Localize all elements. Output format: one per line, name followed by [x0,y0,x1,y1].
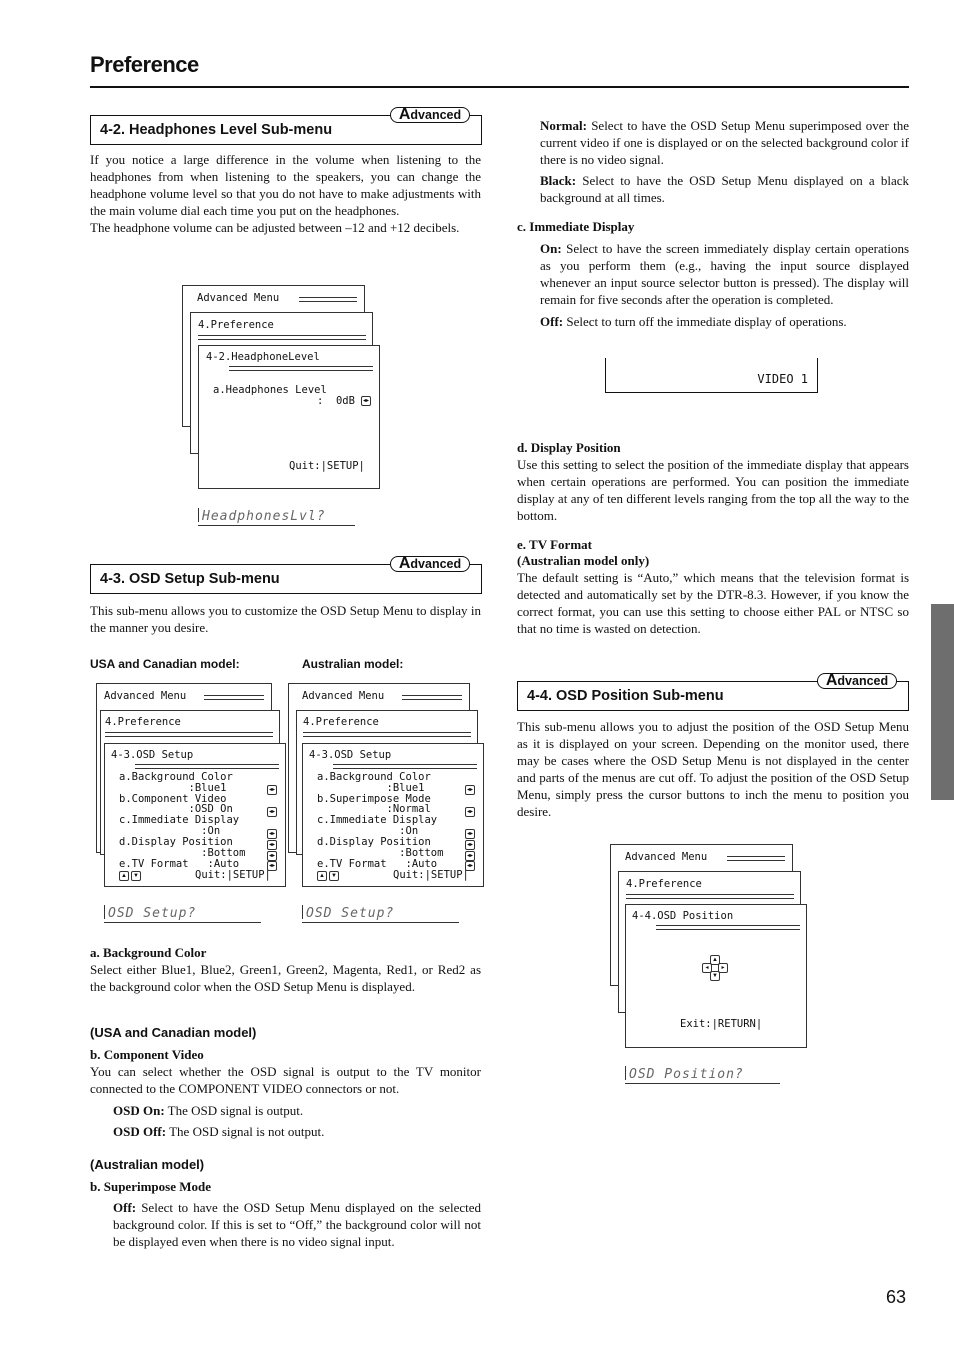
adjust-knob-icon: ◂▸ [362,398,370,404]
osd-menu2: 4.Preference [303,716,379,728]
page-number: 63 [886,1287,907,1307]
lcd-osd-setup-aus: OSD Setup? [306,906,395,921]
adjust-knob-icon: ◂▸ [466,809,474,815]
tv-format-heading: e. TV Format [517,537,592,552]
adjust-knob-icon: ◂▸ [466,831,474,837]
superimpose-options-continued [517,117,909,206]
osd-window-osd-position [625,904,807,1048]
lcd-underline [302,922,459,923]
adjust-knob-icon: ◂▸ [268,831,276,837]
headphones-heading-text: 4-2. Headphones Level Sub-menu [100,122,333,138]
background-color-block [90,945,481,995]
lcd-tick [625,1066,626,1080]
normal-option: Normal: Select to have the OSD Setup Menu superimposed over the current video if one is displayed or on the selected background color if there is no video signal. [540,118,909,167]
side-tab [931,604,954,800]
lcd-headphones: HeadphonesLvl? [202,509,326,524]
component-video-block [90,1047,481,1140]
lcd-tick [198,508,199,522]
black-option: Black: Select to have the OSD Setup Menu displayed on a black background at all times. [540,173,909,205]
up-arrow-icon: ▲ [317,871,327,881]
video-display-text: VIDEO 1 [757,372,808,386]
headphones-section-heading [90,106,482,145]
adjust-knob-icon: ◂▸ [466,787,474,793]
superimpose-heading: b. Superimpose Mode [90,1179,211,1194]
title-rule [90,86,909,88]
osd-line: :Normal [317,803,431,815]
osd-rule [727,856,785,861]
osd-quit: Quit:|SETUP| [393,869,469,881]
osd-rule [105,732,273,737]
lcd-osd-position: OSD Position? [629,1067,744,1082]
osd-item-headphones-level: a.Headphones Level [213,384,327,396]
osd-value-headphones-level: : 0dB [317,395,355,407]
page-title: Preference [90,52,199,77]
down-arrow-icon: ▼ [131,871,141,881]
lcd-tick [104,905,105,919]
osd-line: :Blue1 [119,782,227,794]
osd-rule [626,894,794,899]
cursor-down-icon: ▼ [710,971,720,981]
osd-menu2: 4.Preference [105,716,181,728]
immediate-display-heading: c. Immediate Display [517,219,635,234]
display-position-block [517,440,909,524]
superimpose-off-option: Off: Select to have the OSD Setup Menu displayed on the selected background color. If this is set to “Off,” the background color will not be displayed even when there is no video signal input. [113,1200,481,1249]
osd-line: e.TV Format :Auto [119,858,240,870]
osd-rule [333,764,477,769]
headphones-para2: The headphone volume can be adjusted between –12 and +12 decibels. [90,220,460,235]
immediate-display-block [517,219,909,330]
headphones-para1: If you notice a large difference in the volume when listening to the headphones from when listening to the speakers, you can change the headphone volume level so that you do not have to make adjustments with the main volume dial each time you put on the headphones. [90,152,481,218]
osd-line: c.Immediate Display [119,814,240,826]
osd-menu3: 4-3.OSD Setup [111,749,194,761]
osd-line: d.Display Position [317,836,431,848]
osd-line: b.Component Video [119,793,227,805]
osd-line: b.Superimpose Mode [317,793,431,805]
adjust-knob-icon: ◂▸ [268,842,276,848]
lcd-osd-setup-usa: OSD Setup? [108,906,197,921]
cursor-up-icon: ▲ [710,955,720,965]
aus-osd-screen [288,683,480,893]
background-color-heading: a. Background Color [90,945,207,960]
osd-rule [229,366,373,371]
osd-position-screen [610,844,810,1054]
lcd-tick [302,905,303,919]
osd-setup-intro: This sub-menu allows you to customize the OSD Setup Menu to display in the manner you desire. [90,603,481,635]
osd-setup-heading-text: 4-3. OSD Setup Sub-menu [100,571,280,587]
osd-rule [402,695,462,700]
osd-window-headphone-level [198,345,380,489]
osd-menu1: Advanced Menu [104,690,187,702]
adjust-knob-icon: ◂▸ [268,853,276,859]
osd-exit: Exit:|RETURN| [680,1018,763,1030]
cursor-left-icon: ◂ [702,963,712,973]
osd-position-heading-text: 4-4. OSD Position Sub-menu [527,688,724,704]
osd-line: a.Background Color [119,771,233,783]
osd-line: c.Immediate Display [317,814,438,826]
up-arrow-icon: ▲ [119,871,129,881]
advanced-badge: Advanced [390,107,470,123]
osd-menu3: 4-4.OSD Position [632,910,734,922]
osd-quit: Quit:|SETUP| [289,460,365,472]
osd-line: e.TV Format :Auto [317,858,438,870]
advanced-badge: Advanced [390,556,470,572]
osd-line: d.Display Position [119,836,233,848]
down-arrow-icon: ▼ [329,871,339,881]
usa-osd-screen [96,683,288,893]
lcd-underline [104,922,261,923]
osd-window-osd-setup [302,743,484,887]
component-video-heading: b. Component Video [90,1047,204,1062]
osd-rule [198,335,366,340]
tv-format-text: The default setting is “Auto,” which means that the television format is detected and automatically set by the DTR-8.3. However, if you know the correct format, you can use this setting to choose either PAL or NTSC so that no time is wasted on detection. [517,570,909,636]
immediate-off-option: Off: Select to turn off the immediate display of operations. [540,314,847,329]
advanced-badge: Advanced [817,673,897,689]
osd-quit: Quit:|SETUP| [195,869,271,881]
lcd-underline [625,1083,780,1084]
osd-menu2: 4.Preference [198,319,274,331]
background-color-text: Select either Blue1, Blue2, Green1, Green2, Magenta, Red1, or Red2 as the background color when the OSD Setup Menu is displayed. [90,962,481,994]
video-display-example [605,358,818,393]
tv-format-block [517,537,909,637]
osd-line: :OSD On [119,803,233,815]
osd-rule [135,764,279,769]
osd-menu1: Advanced Menu [302,690,385,702]
osd-rule [299,297,357,302]
osd-menu1: Advanced Menu [197,292,280,304]
usa-model-label: USA and Canadian model: [90,657,240,671]
display-position-text: Use this setting to select the position of the immediate display that appears when certain operations are performed. You can position the immediate display at any of ten different levels ranging from the top all the way to the bottom. [517,457,909,523]
lcd-underline [198,525,355,526]
osd-off-option: OSD Off: The OSD signal is not output. [113,1124,325,1139]
osd-line: a.Background Color [317,771,431,783]
aus-model-heading: (Australian model) [90,1157,205,1172]
osd-menu3: 4-2.HeadphoneLevel [206,351,320,363]
adjust-knob-icon: ◂▸ [268,809,276,815]
adjust-knob-icon: ◂▸ [466,863,474,869]
component-video-text: You can select whether the OSD signal is output to the TV monitor connected to the COMPONENT VIDEO connectors or not. [90,1064,481,1096]
usa-model-heading: (USA and Canadian model) [90,1025,257,1040]
osd-line: :On [119,825,221,837]
osd-menu1: Advanced Menu [625,851,708,863]
cursor-right-icon: ▸ [718,963,728,973]
osd-line: :Bottom [317,847,444,859]
tv-format-subheading: (Australian model only) [517,553,650,568]
superimpose-block [90,1179,481,1250]
osd-menu3: 4-3.OSD Setup [309,749,392,761]
adjust-knob-icon: ◂▸ [466,842,474,848]
osd-window-osd-setup [104,743,286,887]
headphones-osd-screen [182,285,382,530]
osd-position-text: This sub-menu allows you to adjust the position of the OSD Setup Menu as it is displayed on your screen. Depending on the monitor used, there may be cases where the OSD Setup Menu is not displayed in the center and parts of the menus are cut off. To adjust the position of the OSD Setup Menu, simply press the cursor buttons to inch the menu to position you desire. [517,719,909,819]
adjust-knob-icon: ◂▸ [268,863,276,869]
aus-model-label: Australian model: [302,657,404,671]
osd-rule [303,732,471,737]
osd-rule [204,695,264,700]
osd-rule [656,925,800,930]
display-position-heading: d. Display Position [517,440,621,455]
adjust-knob-icon: ◂▸ [268,787,276,793]
immediate-on-option: On: Select to have the screen immediately display certain operations as you perform them (e.g., having the input source displayed whenever an input source selector button is pressed). The display will remain for five seconds after the operation is completed. [540,241,909,307]
osd-on-option: OSD On: The OSD signal is output. [113,1103,304,1118]
osd-position-section-heading [517,672,909,711]
osd-setup-section-heading [90,555,482,594]
adjust-knob-icon: ◂▸ [466,853,474,859]
osd-line: :Blue1 [317,782,425,794]
osd-line: :On [317,825,419,837]
headphones-description [90,151,481,236]
osd-line: :Bottom [119,847,246,859]
osd-menu2: 4.Preference [626,878,702,890]
